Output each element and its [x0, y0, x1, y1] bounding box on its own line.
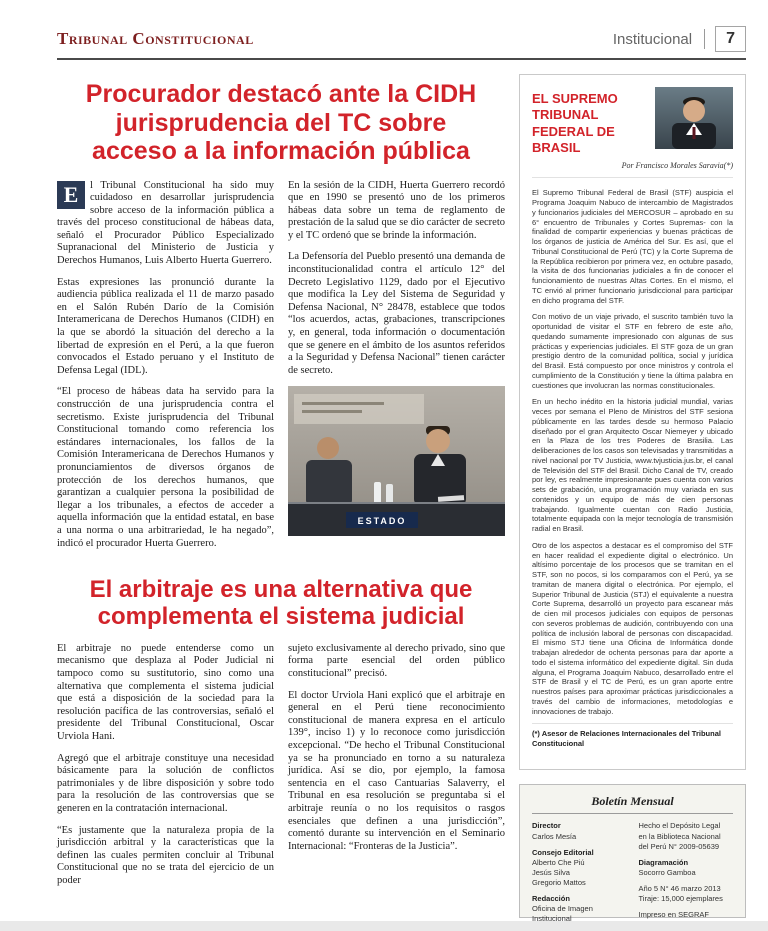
- article2-title: [57, 577, 505, 631]
- boletin-line: Tiraje: 15,000 ejemplares: [638, 894, 723, 904]
- article1-col1: [57, 180, 274, 560]
- boletin-entry: [639, 858, 734, 878]
- boletin-entry: [532, 848, 627, 889]
- boletin-left-column: [532, 821, 627, 930]
- brasil-article-box: [519, 74, 746, 770]
- article2-col1: [57, 643, 274, 897]
- paragraph: La Defensoría del Pueblo presentó una demanda de inconstitucionalidad contra el artículo 12° del Decreto Legislativo 1129, dado por el Ejecutivo que modifica la Ley del Sistema de Seguridad y Defensa Nacional, N° 28478, establece que todos “los acuerdos, actas, grabaciones, transcripciones y, en general, toda información o documentación que se genere en el ámbito de los asuntos referidos a la Seguridad y Defensa Nacional” tienen carácter de secreto.: [288, 251, 505, 376]
- paragraph: Estas expresiones las pronunció durante la audiencia pública realizada el 11 de marzo pasado en el Salón Rubén Darío de la Comisión Interamericana de Derechos Humanos (CIDH) en la que se abordó la situación del derecho a la libertad de expresión en el Perú, a la que fueron convocados el Estado peruano y el Instituto de Defensa Legal (IDL).: [57, 276, 274, 376]
- boletin-entry: [639, 821, 734, 851]
- boletin-columns: [532, 821, 733, 930]
- paragraph: Con motivo de un viaje privado, el suscrito también tuvo la oportunidad de visitar el STF en febrero de este año, quedando sumamente impresionado con algunas de sus prácticas y experiencias judiciales. El STF goza de un gran prestigio dentro de la comunidad política, social y jurídica del Brasil. Está compuesto por once ministros y controla el cumplimiento de la Constitución y tiene la última palabra en cuestiones que involucran las normas constitucionales.: [532, 312, 733, 390]
- boletin-line: Alberto Che Piú: [532, 857, 585, 867]
- cidh-hearing-photo: [288, 386, 505, 536]
- paragraph: “Es justamente que la naturaleza propia de la jurisdicción arbitral y la características que la definen las cuales permiten concluir al Tribunal Constitucional que no se trata del ejercicio de un poder: [57, 824, 274, 886]
- paragraph: En un hecho inédito en la historia judicial mundial, varias veces por semana el Pleno de Ministros del STF sesiona públicamente en las tardes desde su hermoso Palacio diseñado por el gran Arquitecto Oscar Niemeyer y ubicado en la Plaza de los tres Poderes de Brasilia. Las deliberaciones de los casos son televisadas y transmitidas a nivel nacional por TV Justicia, www.tvjusticia.jus.br, el canal de Televisión del STF del Brasil. Dicho Canal de TV, creado por ley, es realmente impresionante pues cuenta con varios sets de grabación, una programación muy variada en sus contenidos y un equipo de más de cien personas trabajando. Igualmente cuentan con Radio Justicia, totalmente equipada con la mejor tecnología de transmisión radial en Brasil.: [532, 397, 733, 534]
- section-label: Institucional: [612, 30, 693, 48]
- paragraph: sujeto exclusivamente al derecho privado, sino que forma parte esencial del orden público constitucional” precisó.: [288, 642, 505, 680]
- title-line: El arbitraje es una alternativa que: [89, 576, 473, 604]
- author-portrait-photo: [655, 87, 733, 149]
- title-line: jurisprudencia del TC sobre: [115, 108, 447, 137]
- boletin-line: Gregorio Mattos: [532, 878, 586, 888]
- article1-body: [57, 180, 505, 560]
- boletin-line: Carlos Mesía: [532, 831, 577, 841]
- boletin-line: Año 5 N° 46 marzo 2013: [638, 884, 721, 894]
- paragraph: El arbitraje no puede entenderse como un mecanismo que desplaza al Poder Judicial ni tampoco como su sustitutorio, sino como una alternativa que complementa el sistema judicial que está a disposición de la sociedad para la resolución pacífica de las controversias, señaló el presidente del Tribunal Constitucional, Oscar Urviola Hani.: [57, 642, 274, 743]
- main-column: [57, 74, 505, 918]
- boletin-line: Hecho el Depósito Legal: [638, 821, 721, 831]
- brand-title: Tribunal Constitucional: [57, 29, 254, 48]
- boletin-line: Institucional: [532, 914, 572, 924]
- title-line: Procurador destacó ante la CIDH: [85, 80, 477, 108]
- paragraph-text: l Tribunal Constitucional ha sido muy cuidadoso en desarrollar jurisprudencia sobre acceso de la información pública a través del proceso constitucional de hábeas data, señaló el Procurador Público Especializado Supranacional del Ministerio de Justicia y Derechos Humanos, Luis Alberto Huerta Guerrero.: [57, 179, 274, 267]
- boletin-entry: [532, 894, 627, 924]
- title-line: EL SUPREMO TRIBUNAL: [532, 91, 618, 123]
- article1-col2: [288, 180, 505, 560]
- paragraph: “El proceso de hábeas data ha servido para la construcción de una jurisprudencia contra el secretismo. Existe jurisprudencia del Tribunal Constitucional tomando como referencia los estándares internacionales, los fallos de la Comisión Interamericana de Derechos Humanos y pronunciamientos de diversos órganos de protección de los derechos humanos, que garantizan a cualquier persona la posibilidad de llegar a los tribunales, a efectos de acceder a aquella información que la entidad estatal, en base a una norma o una arbitrariedad, le ha negado”, indicó el procurador Huerta Guerrero.: [57, 386, 274, 549]
- paragraph: Agregó que el arbitraje constituye una necesidad básicamente para la solución de conflictos patrimoniales y de libre disposición y sobre todo para la resolución de las controversias que se generen en la contratación internacional.: [57, 752, 274, 814]
- title-line: acceso a la información pública: [92, 137, 470, 165]
- sidebar-column: [519, 74, 746, 924]
- boletin-line: del Perú N° 2009-05639: [638, 841, 720, 851]
- boletin-line: en la Biblioteca Nacional: [638, 831, 721, 841]
- article2-col2: [288, 643, 505, 897]
- boletin-box: [519, 784, 746, 924]
- page-header: [57, 26, 746, 60]
- boletin-line: Socorro Gamboa: [638, 867, 696, 877]
- paragraph: El doctor Urviola Hani explicó que el arbitraje en general en el Perú tiene reconocimiento constitucional de manera expresa en el artículo 139°, inciso 1) y lo reconoce como jurisdicción excepcional. “De hecho el Tribunal Constitucional ya se ha pronunciado en torno a su naturaleza jurídica. Así se dio, por ejemplo, la famosa sentencia en el caso Cantuarias Salaverry, el Tribunal en esa resolución se preguntaba si el arbitraje reunía o no los requisitos o rasgos esenciales que definen a una jurisdicción”, comentó durante su intervención en el Seminario Internacional: “Fronteras de la Justicia”.: [288, 689, 505, 852]
- boletin-line: Impreso en SEGRAF: [638, 910, 709, 920]
- paragraph: En la sesión de la CIDH, Huerta Guerrero recordó que en 1990 se presentó uno de los primeros hábeas data sobre un tema de reglamento de prestación de la salud que se dio carácter de secreto y el TC ordenó que se brinde la información.: [288, 179, 505, 241]
- boletin-line: Oficina de Imagen: [532, 904, 593, 914]
- sidebar-title: [532, 87, 650, 156]
- header-divider: [704, 29, 705, 49]
- article1-title: [57, 80, 505, 166]
- paragraph: [57, 180, 274, 268]
- boletin-title: Boletín Mensual: [532, 794, 733, 814]
- sidebar-header: [532, 87, 733, 156]
- boletin-label: Consejo Editorial: [532, 847, 594, 857]
- header-right: [613, 26, 746, 52]
- paragraph: Otro de los aspectos a destacar es el compromiso del STF en hacer realidad el expediente digital o electrónico. Un altísimo porcentaje de los procesos que se tramitan en el STF, son no pocos, si los comparamos con el Perú, ya se tramitan de manera digital o electrónica. Por ejemplo, el Superior Tribunal de Justicia (STJ) el equivalente a nuestra Corte Suprema, desarrolló un proyecto para escanear más de cien mil procesos judiciales con equipos de personas con severos problemas de audición, contribuyendo con una política de inclusión laboral de personas con discapacidad. El mismo STJ tiene una Oficina de Informática donde trabajan alrededor de ochenta personas para dar aporte a todo el sistema informático del expediente digital. Sin duda alguna, el Programa Joaquim Nabuco, desarrollado entre el STF de Brasil y el TC de Perú, es un gran aporte entre nuestros países para aproximar prácticas jurisdiccionales a través del cambio de informaciones, metodologías e innovaciones de trabajo.: [532, 540, 733, 716]
- estado-placard-label: ESTADO: [357, 516, 407, 527]
- article2-body: [57, 643, 505, 897]
- boletin-label: Director: [532, 821, 561, 831]
- title-line: FEDERAL DE BRASIL: [532, 123, 615, 155]
- boletin-entry: [532, 821, 627, 841]
- boletin-label: Redacción: [532, 894, 570, 904]
- dropcap: E: [57, 181, 85, 209]
- author-footnote: (*) Asesor de Relaciones Internacionales del Tribunal Constitucional: [532, 723, 733, 749]
- boletin-line: Jesús Silva: [532, 867, 570, 877]
- content-area: [57, 74, 746, 924]
- paragraph: El Supremo Tribunal Federal de Brasil (STF) auspicia el Programa Joaquim Nabuco de intercambio de Magistrados y funcionarios judiciales del MERCOSUR – aprobado en su 6° encuentro de Tribunales y Cortes Supremas- con la finalidad de compartir experiencias y buenas prácticas de los órganos de justicia de América del Sur. Es así, que el Tribunal Constitucional de Perú (TC) y la Corte Suprema de la República recibieron por primera vez, en octubre pasado, la visita de dos funcionarias judiciales a fin de conocer el funcionamiento de nuestras Altas Cortes. En el mismo, el TC envió al primer funcionario jurisdiccional para participar en dicho programa del STF.: [532, 188, 733, 305]
- boletin-right-column: [639, 821, 734, 930]
- author-byline: Por Francisco Morales Saravia(*): [532, 161, 733, 178]
- title-line: complementa el sistema judicial: [97, 603, 465, 630]
- boletin-entry: [639, 884, 734, 904]
- sidebar-text: [532, 188, 733, 716]
- boletin-entry: [639, 910, 734, 920]
- page-number: 7: [715, 26, 746, 52]
- boletin-label: Diagramación: [638, 857, 689, 867]
